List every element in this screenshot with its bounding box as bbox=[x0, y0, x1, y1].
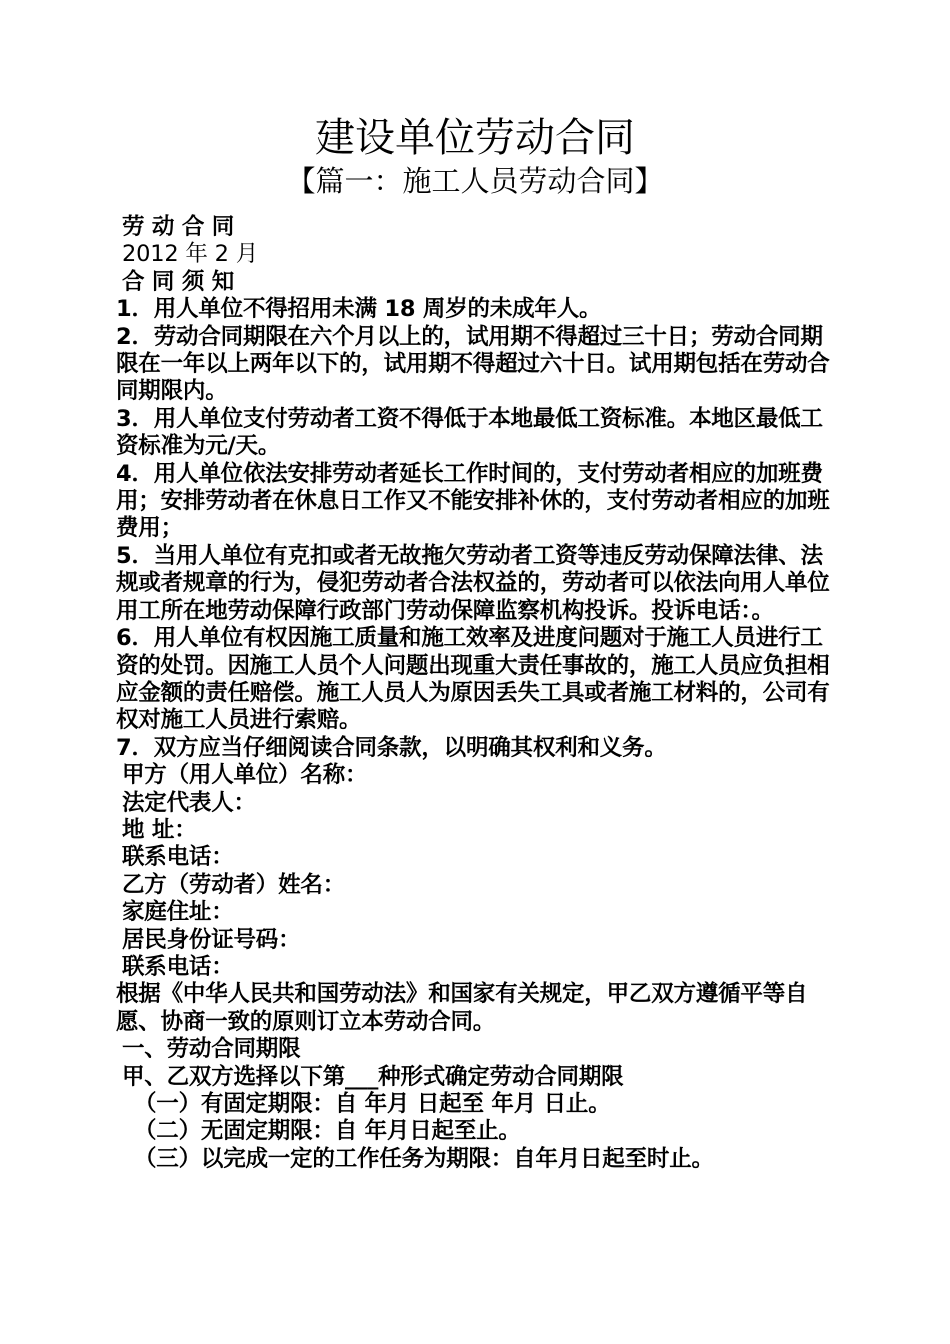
document-body bbox=[116, 214, 838, 1173]
notice-item: 6．用人单位有权因施工质量和施工效率及进度问题对于施工人员进行工资的处罚。因施工人员个人问题出现重大责任事故的，施工人员应负担相应金额的责任赔偿。施工人员人为原因丢失工具或者施工材料的，公司有权对施工人员进行索赔。 bbox=[116, 625, 830, 734]
document-subtitle: 【篇一：施工人员劳动合同】 bbox=[286, 164, 664, 198]
section-heading: 一、劳动合同期限 bbox=[122, 1036, 301, 1063]
notice-item: 4．用人单位依法安排劳动者延长工作时间的，支付劳动者相应的加班费用；安排劳动者在休息日工作又不能安排补休的，支付劳动者相应的加班费用； bbox=[116, 460, 830, 542]
paragraph: 甲、乙双方选择以下第___种形式确定劳动合同期限 bbox=[122, 1063, 624, 1090]
notice-item: 3．用人单位支付劳动者工资不得低于本地最低工资标准。本地区最低工资标准为元/天。 bbox=[116, 405, 823, 460]
form-field-label: 地 址： bbox=[122, 816, 197, 843]
notice-item: 5．当用人单位有克扣或者无故拖欠劳动者工资等违反劳动保障法律、法规或者规章的行为，侵犯劳动者合法权益的，劳动者可以依法向用人单位用工所在地劳动保障行政部门劳动保障监察机构投诉。投诉电话：。 bbox=[116, 542, 830, 624]
form-field-label: 联系电话： bbox=[122, 953, 234, 980]
section-heading: 劳 动 合 同 bbox=[122, 214, 235, 240]
term-option: （一）有固定期限：自 年月 日起至 年月 日止。 bbox=[134, 1091, 611, 1117]
form-field-label: 法定代表人： bbox=[122, 789, 256, 816]
form-field-label: 甲方（用人单位）名称： bbox=[122, 762, 368, 789]
form-field-label: 乙方（劳动者）姓名： bbox=[122, 871, 346, 898]
notice-item: 7．双方应当仔细阅读合同条款，以明确其权利和义务。 bbox=[116, 734, 667, 761]
notice-item: 2．劳动合同期限在六个月以上的，试用期不得超过三十日；劳动合同期限在一年以上两年以下的，试用期不得超过六十日。试用期包括在劳动合同期限内。 bbox=[116, 323, 830, 405]
document-title: 建设单位劳动合同 bbox=[315, 115, 635, 161]
date-line: 2012 年 2 月 bbox=[122, 241, 259, 268]
notice-item: 1．用人单位不得招用未满 18 周岁的未成年人。 bbox=[116, 296, 602, 323]
section-heading: 合 同 须 知 bbox=[122, 268, 235, 295]
term-option: （二）无固定期限：自 年月日起至止。 bbox=[134, 1118, 521, 1145]
form-field-label: 家庭住址： bbox=[122, 899, 234, 926]
form-field-label: 联系电话： bbox=[122, 844, 234, 871]
form-field-label: 居民身份证号码： bbox=[122, 926, 301, 953]
paragraph: 根据《中华人民共和国劳动法》和国家有关规定，甲乙双方遵循平等自愿、协商一致的原则订立本劳动合同。 bbox=[116, 981, 808, 1035]
term-option: （三）以完成一定的工作任务为期限：自年月日起至时止。 bbox=[134, 1145, 714, 1172]
